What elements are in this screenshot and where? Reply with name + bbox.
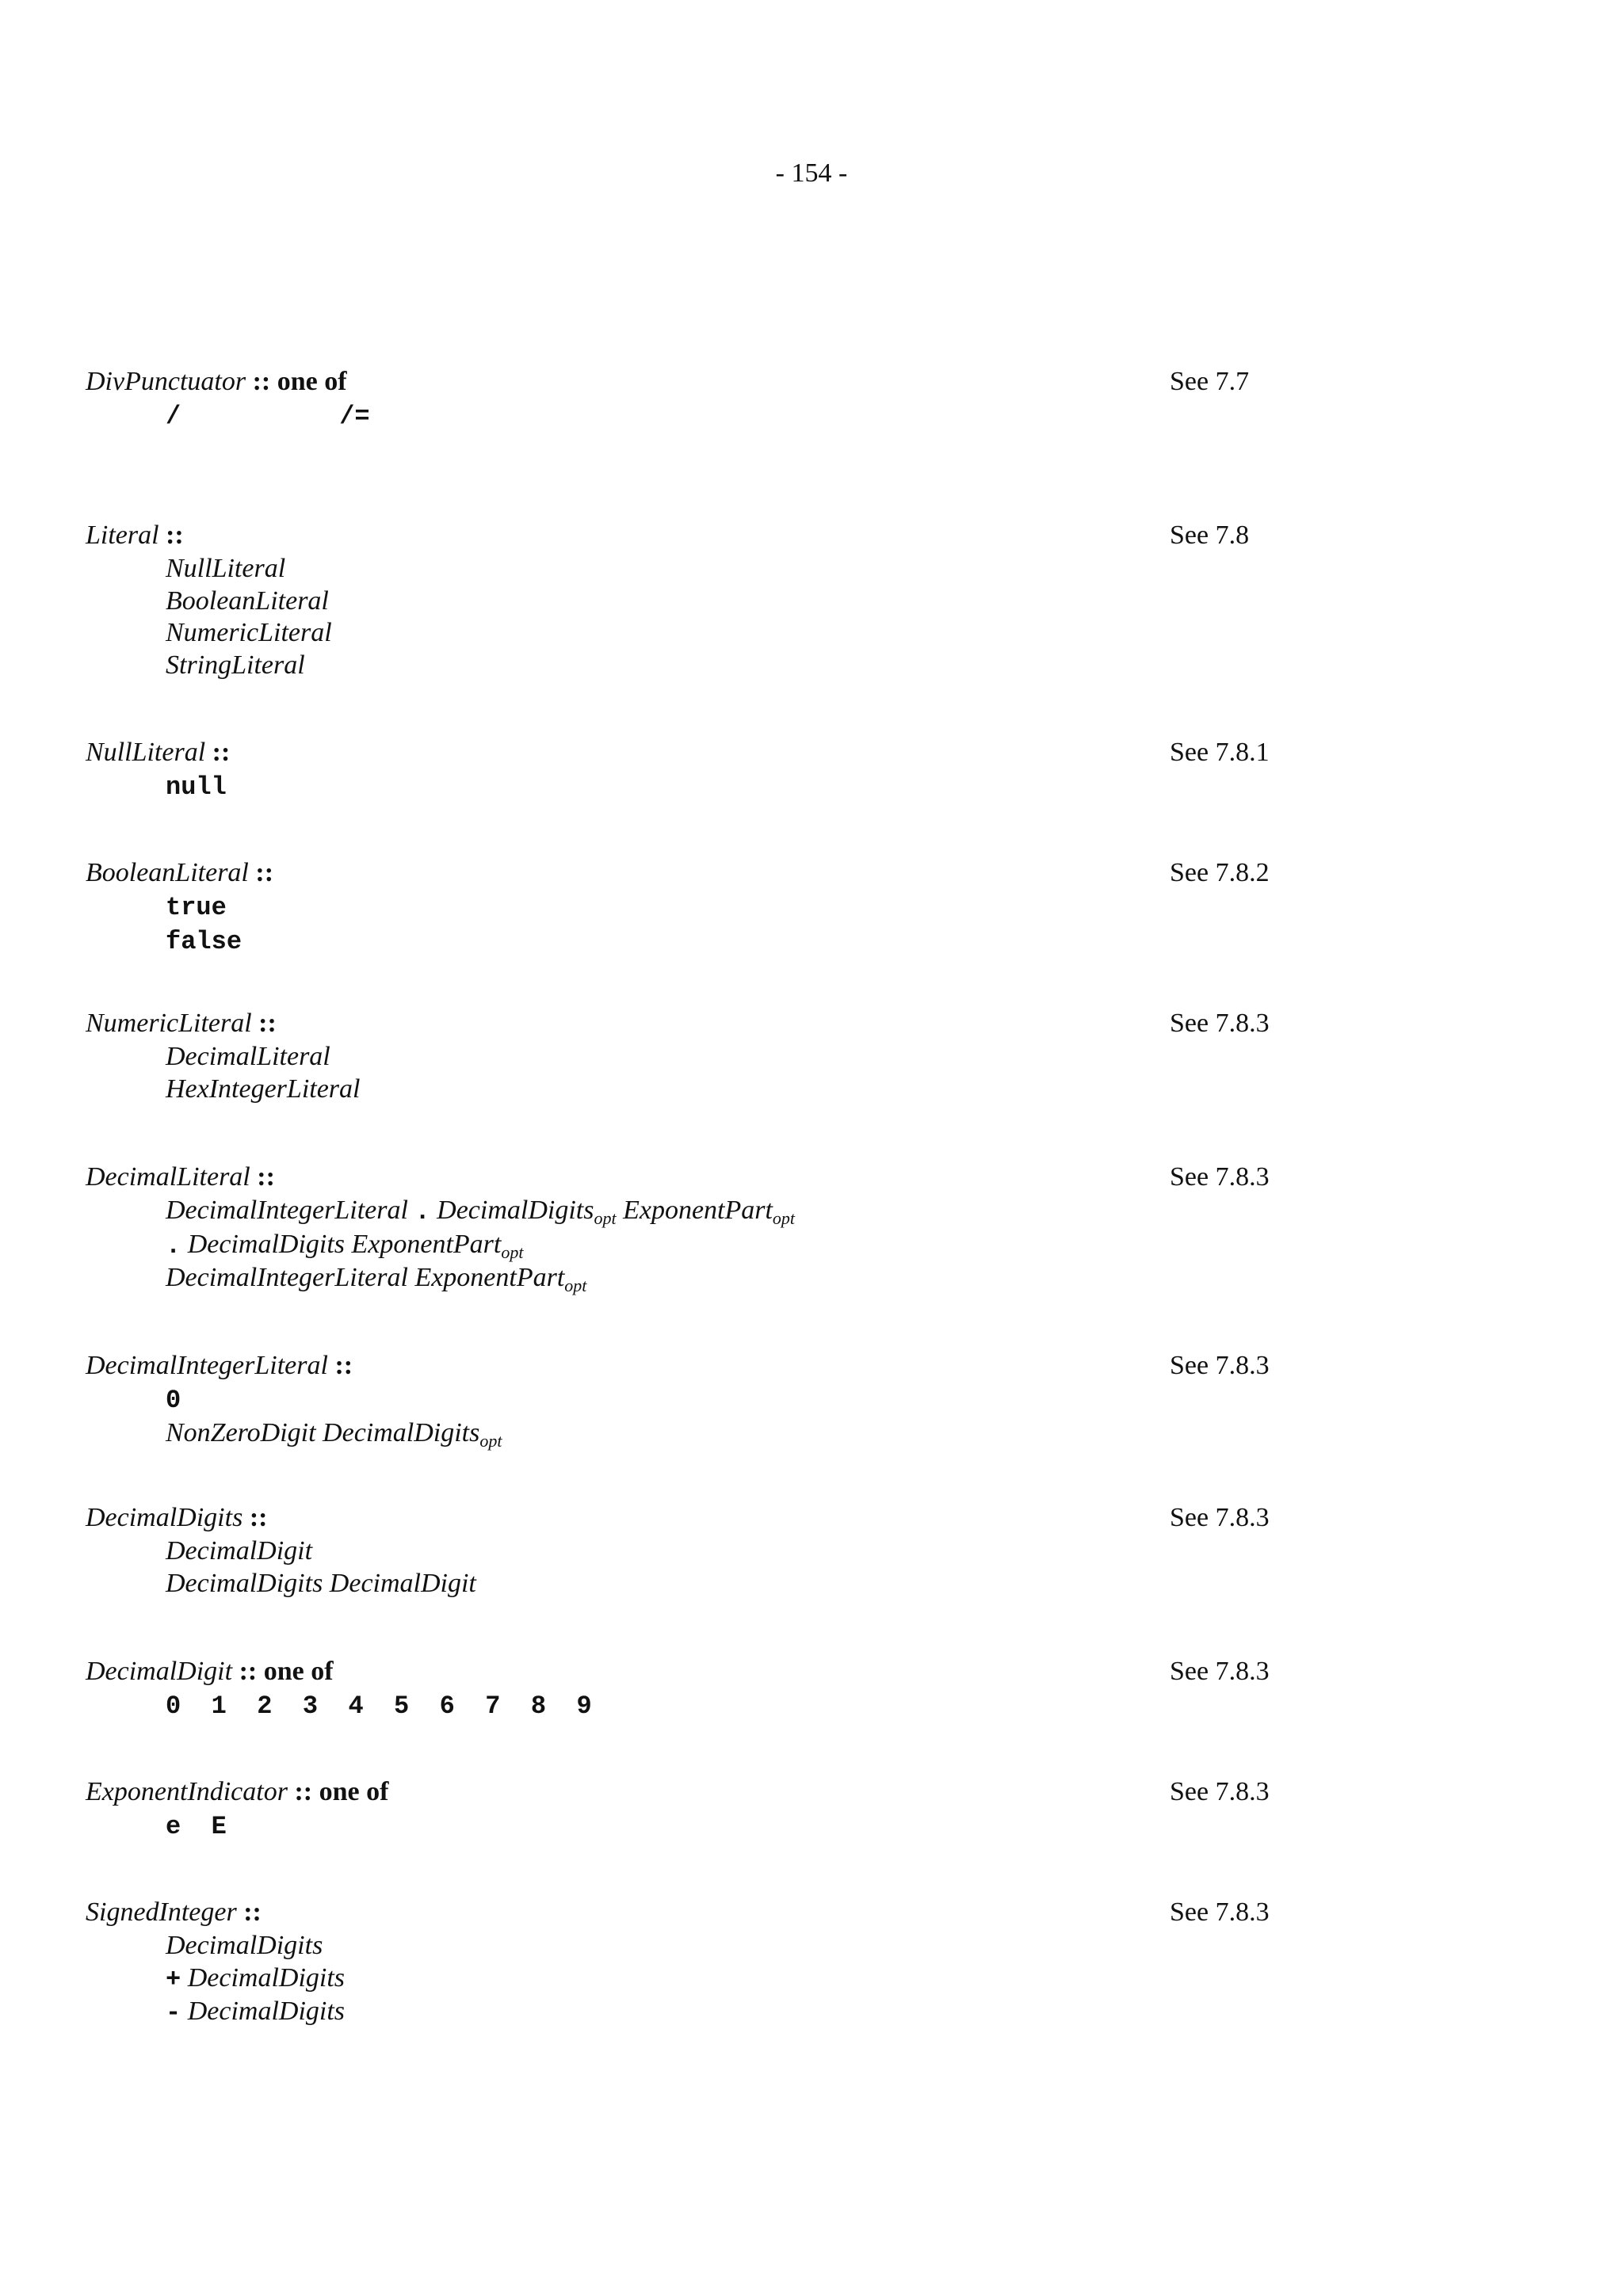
opt-subscript: opt (479, 1430, 502, 1451)
production-sep: :: (294, 1777, 313, 1806)
opt-subscript: opt (501, 1241, 524, 1262)
token: null (166, 772, 227, 802)
token: . (414, 1197, 430, 1226)
production-sep: :: (212, 738, 231, 767)
production-null-literal (86, 735, 1322, 804)
alternative: HexIntegerLiteral (166, 1074, 361, 1104)
production-name: NumericLiteral (86, 1009, 252, 1038)
production-decimal-digit (86, 1654, 1322, 1723)
production-sep: :: (166, 521, 184, 550)
production-name: DecimalDigit (86, 1657, 233, 1686)
symbol: DecimalDigits (187, 1997, 346, 2026)
production-div-punctuator (86, 364, 1322, 433)
symbol: DecimalIntegerLiteral (166, 1263, 408, 1292)
token: / (166, 402, 181, 431)
production-name: DivPunctuator (86, 367, 246, 396)
production-name: DecimalDigits (86, 1503, 243, 1532)
section-reference: See 7.8.3 (1170, 1162, 1270, 1192)
production-name: Literal (86, 521, 159, 550)
token-list: e E (166, 1812, 227, 1841)
section-reference: See 7.8.3 (1170, 1503, 1270, 1532)
production-exponent-indicator (86, 1775, 1322, 1844)
symbol: DecimalIntegerLiteral (166, 1196, 408, 1225)
alternative (166, 1996, 1322, 2030)
production-name: SignedInteger (86, 1897, 237, 1927)
alternative: StringLiteral (166, 650, 305, 680)
production-sep: :: (239, 1657, 258, 1686)
symbol: DecimalDigits (187, 1229, 346, 1259)
alternative: DecimalDigits (166, 1931, 323, 1960)
token-list: 0 1 2 3 4 5 6 7 8 9 (166, 1691, 592, 1721)
alternative: DecimalLiteral (166, 1042, 330, 1071)
alternative: DecimalDigits DecimalDigit (166, 1568, 476, 1598)
alternative: NumericLiteral (166, 618, 332, 647)
alternative (166, 1962, 1322, 1997)
production-name: ExponentIndicator (86, 1777, 288, 1806)
token: /= (339, 402, 370, 431)
production-sep: :: (252, 367, 271, 396)
production-signed-integer (86, 1895, 1322, 2030)
token: false (166, 926, 242, 956)
one-of-keyword: one of (277, 367, 347, 396)
token: + (166, 1964, 181, 1994)
symbol: DecimalDigits (437, 1196, 594, 1225)
production-name: NullLiteral (86, 738, 206, 767)
alternative (166, 1229, 1322, 1263)
production-sep: :: (257, 1162, 275, 1192)
production-sep: :: (255, 858, 274, 887)
production-numeric-literal (86, 1006, 1322, 1105)
symbol: ExponentPart (623, 1196, 773, 1225)
alternative: DecimalDigit (166, 1536, 313, 1566)
section-reference: See 7.8.3 (1170, 1657, 1270, 1686)
token: 0 (166, 1386, 181, 1415)
section-reference: See 7.8.3 (1170, 1777, 1270, 1806)
production-name: DecimalLiteral (86, 1162, 250, 1192)
production-decimal-literal (86, 1160, 1322, 1295)
section-reference: See 7.8 (1170, 521, 1250, 550)
opt-subscript: opt (772, 1208, 796, 1228)
token: . (166, 1230, 181, 1261)
alternative: NullLiteral (166, 554, 286, 583)
symbol: ExponentPart (351, 1229, 502, 1259)
alternative (166, 1417, 1322, 1450)
page-number: - 154 - (775, 158, 848, 188)
production-boolean-literal (86, 856, 1322, 958)
section-reference: See 7.8.3 (1170, 1009, 1270, 1038)
one-of-keyword: one of (263, 1657, 334, 1686)
symbol: DecimalDigits (187, 1962, 346, 1993)
section-reference: See 7.8.3 (1170, 1351, 1270, 1380)
production-name: BooleanLiteral (86, 858, 249, 887)
symbol: ExponentPart (414, 1263, 565, 1292)
production-sep: :: (243, 1897, 262, 1927)
token: - (166, 1998, 181, 2027)
production-sep: :: (249, 1503, 268, 1532)
production-name: DecimalIntegerLiteral (86, 1351, 328, 1380)
token: true (166, 893, 227, 922)
section-reference: See 7.8.3 (1170, 1897, 1270, 1927)
alternative: BooleanLiteral (166, 585, 329, 616)
production-decimal-integer-literal (86, 1348, 1322, 1449)
opt-subscript: opt (594, 1208, 617, 1228)
symbol: NonZeroDigit (166, 1417, 316, 1447)
symbol: DecimalDigits (323, 1417, 480, 1447)
production-decimal-digits (86, 1501, 1322, 1600)
one-of-keyword: one of (319, 1777, 389, 1806)
section-reference: See 7.8.2 (1170, 858, 1270, 887)
production-literal (86, 518, 1322, 681)
section-reference: See 7.8.1 (1170, 738, 1270, 767)
section-reference: See 7.7 (1170, 367, 1250, 396)
opt-subscript: opt (564, 1276, 587, 1295)
production-sep: :: (334, 1351, 353, 1380)
production-sep: :: (258, 1009, 277, 1038)
alternative (166, 1262, 1322, 1295)
alternative (166, 1195, 1322, 1229)
